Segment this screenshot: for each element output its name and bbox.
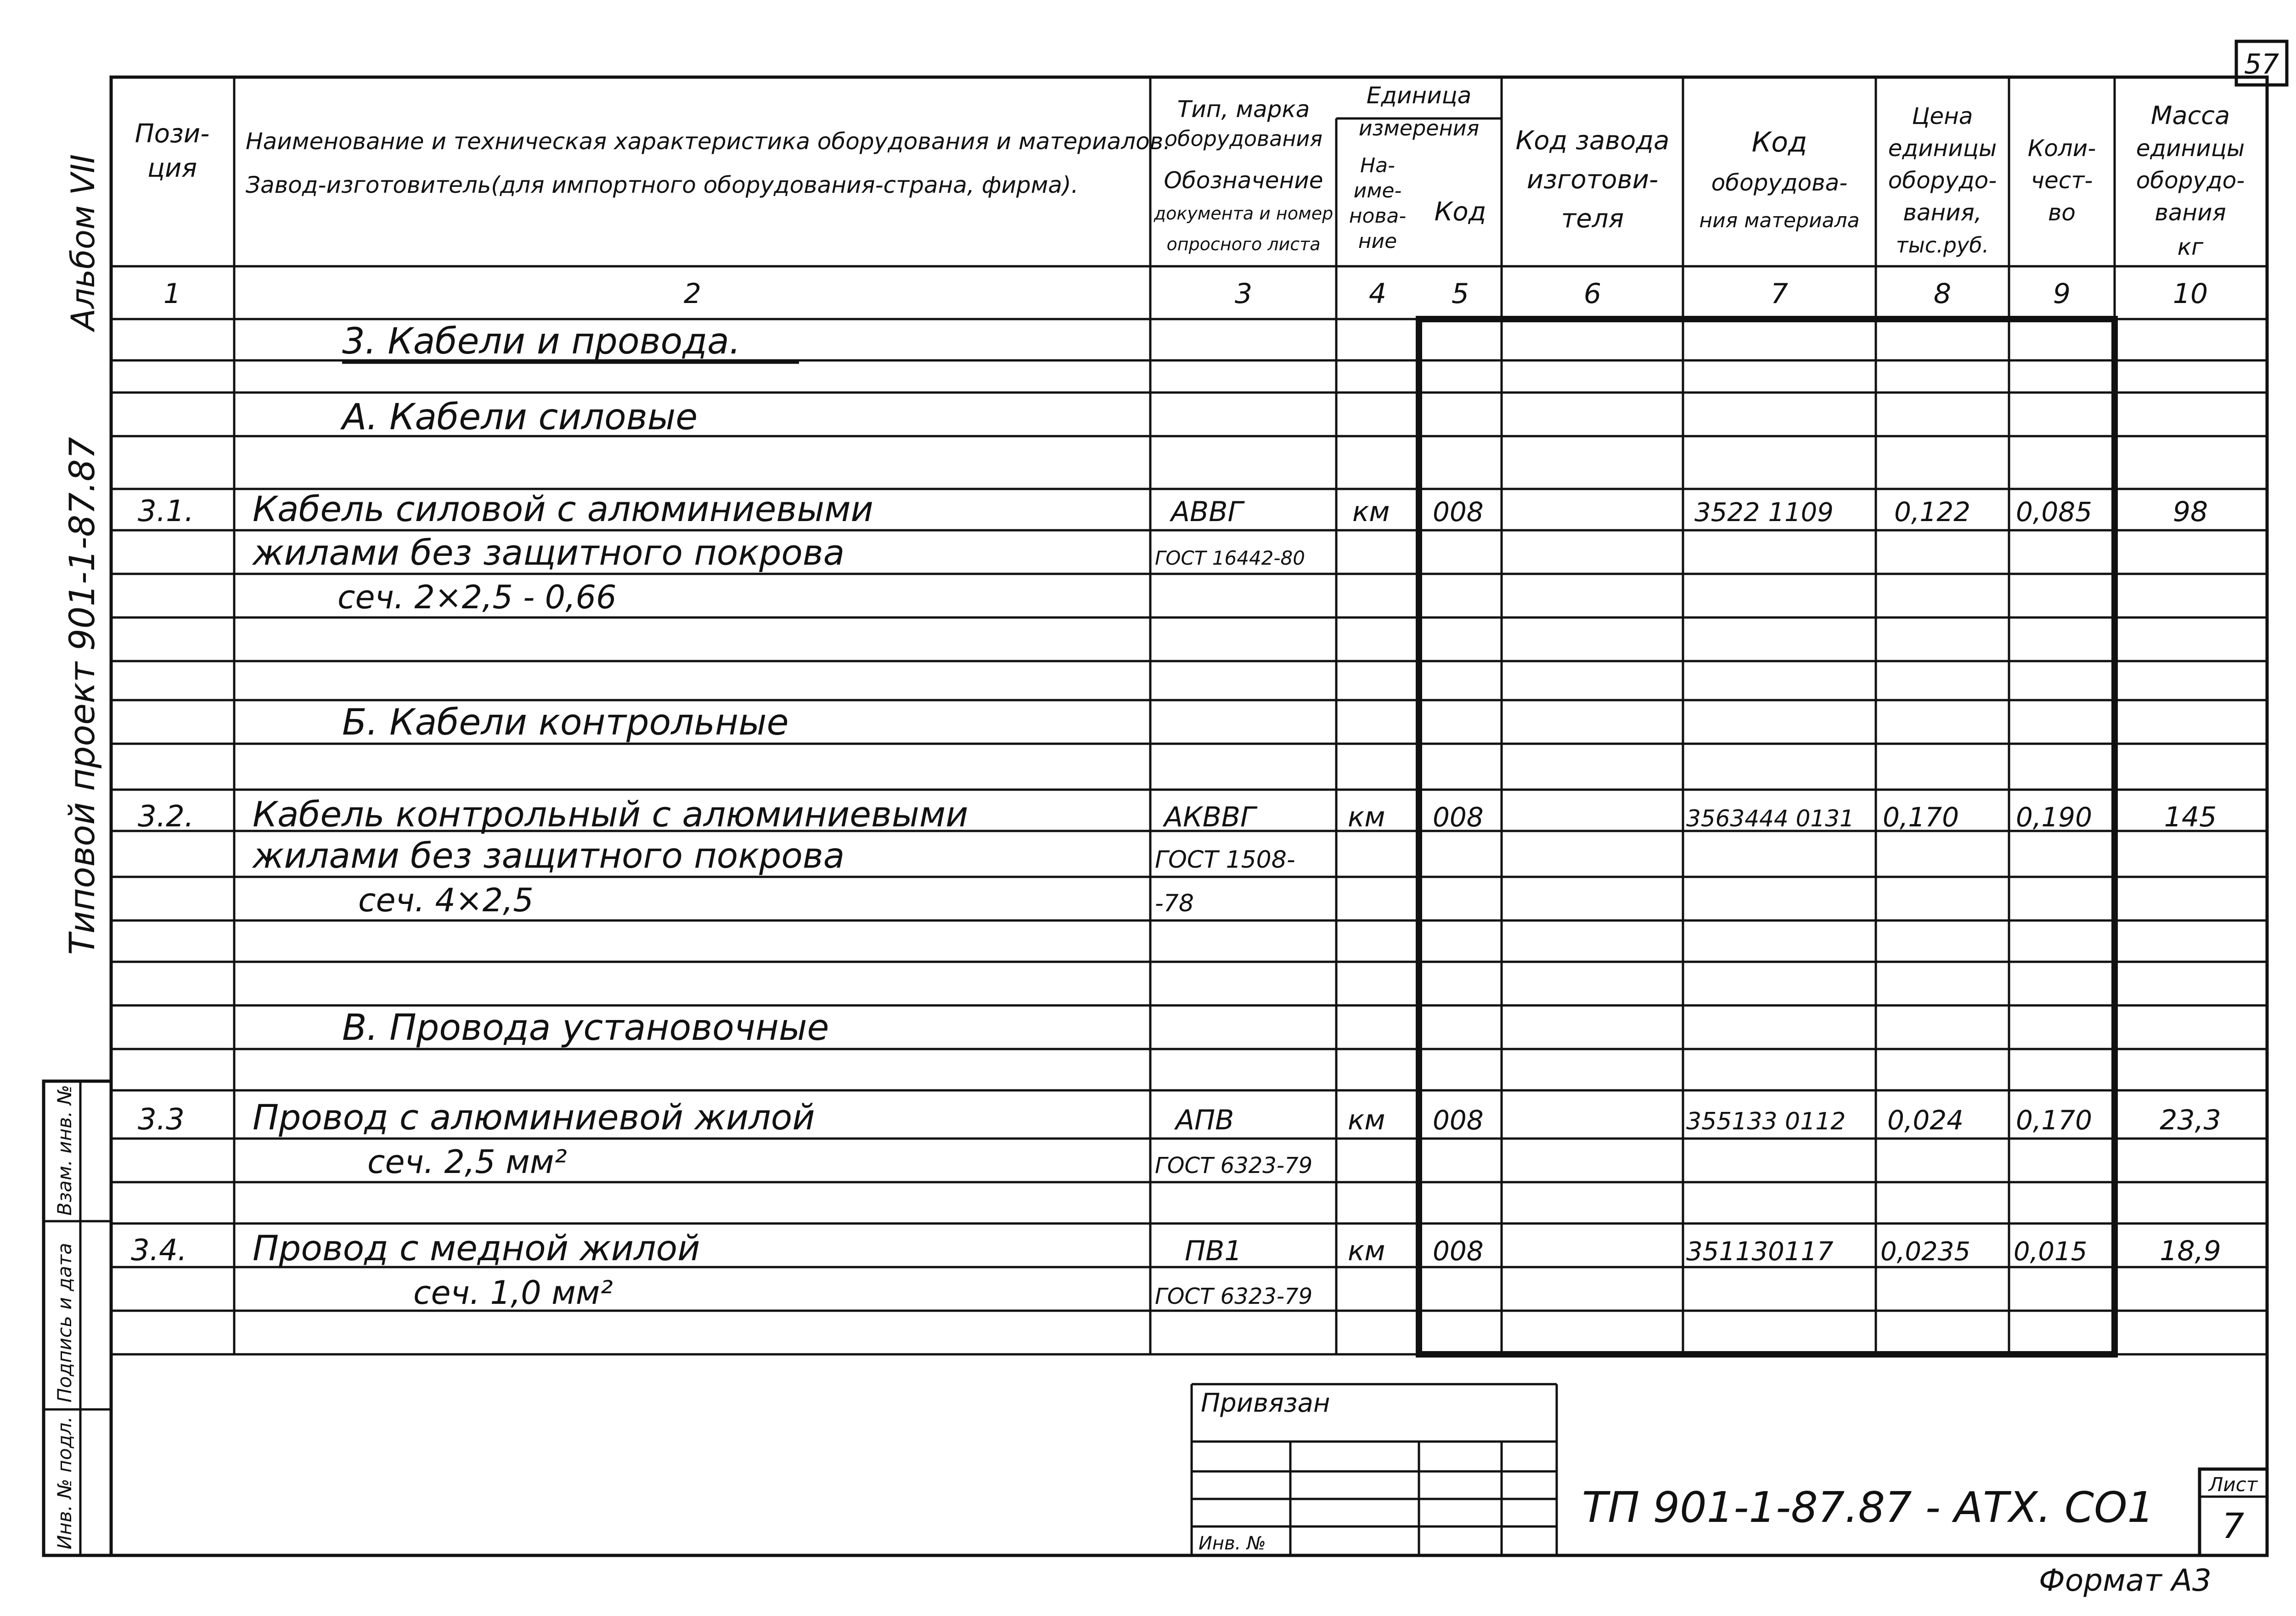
- table-row-3-1: [138, 488, 2208, 616]
- row-3-4-mass: 18,9: [2160, 1235, 2221, 1267]
- header-col3-line2: оборудования: [1165, 126, 1322, 151]
- row-3-4-code: 351130117: [1686, 1237, 1834, 1267]
- row-3-1-desc-1: Кабель силовой с алюминиевыми: [253, 488, 873, 529]
- subsection-b-title: Б. Кабели контрольные: [342, 702, 789, 743]
- album-label: Альбом VII: [64, 154, 102, 331]
- col-number-2: 2: [683, 278, 702, 310]
- header-col9-line2: чест-: [2031, 167, 2093, 194]
- row-3-2-gost: ГОСТ 1508-: [1155, 846, 1295, 874]
- header-col3-line1: Тип, марка: [1177, 96, 1310, 123]
- header-col10-line3: оборудо-: [2136, 167, 2245, 194]
- row-3-1-code: 3522 1109: [1694, 498, 1834, 527]
- col-number-7: 7: [1770, 278, 1789, 310]
- header-col4-line3: нова-: [1349, 204, 1407, 228]
- header-col10-line5: кг: [2177, 234, 2204, 260]
- stamp-sign-label: Подпись и дата: [53, 1243, 76, 1403]
- sheet-number: 7: [2222, 1505, 2245, 1546]
- format-label: Формат А3: [2039, 1563, 2212, 1598]
- header-col6-line2: изготови-: [1526, 165, 1659, 195]
- row-3-2-gost-cont: -78: [1155, 890, 1194, 917]
- row-3-2-qty: 0,190: [2016, 802, 2093, 833]
- row-3-2-unit-code: 008: [1433, 802, 1484, 833]
- row-3-2-mass: 145: [2164, 801, 2217, 833]
- row-3-4-unit: км: [1348, 1235, 1385, 1267]
- row-3-2-desc-2: жилами без защитного покрова: [253, 835, 845, 876]
- header-col5: Код: [1434, 197, 1486, 227]
- inv-no-label: Инв. №: [1199, 1533, 1266, 1554]
- sheet-label: Лист: [2208, 1473, 2258, 1496]
- title-block: [1192, 1384, 2267, 1555]
- row-3-4-unit-code: 008: [1433, 1235, 1484, 1267]
- header-col7-line1: Код: [1751, 126, 1807, 158]
- row-3-1-desc-3: сеч. 2×2,5 - 0,66: [338, 578, 617, 616]
- header-col6-line3: теля: [1561, 204, 1624, 234]
- row-3-4-type: ПВ1: [1185, 1235, 1242, 1267]
- header-col4-line2: име-: [1353, 179, 1402, 202]
- col-number-6: 6: [1583, 278, 1602, 310]
- subsection-a-title: А. Кабели силовые: [342, 397, 698, 438]
- row-3-1-qty: 0,085: [2016, 496, 2093, 527]
- header-unit-line2: измерения: [1358, 116, 1480, 140]
- header-col2-line1: Наименование и техническая характеристика оборудования и материалов.: [246, 128, 1171, 155]
- row-3-2-pos: 3.2.: [138, 800, 194, 834]
- header-unit-line1: Единица: [1366, 82, 1472, 109]
- row-3-3-mass: 23,3: [2160, 1104, 2221, 1136]
- row-3-3-pos: 3.3: [138, 1103, 185, 1137]
- header-col8-line5: тыс.руб.: [1896, 233, 1989, 258]
- row-3-3-gost: ГОСТ 6323-79: [1155, 1153, 1313, 1178]
- header-col7-line2: оборудова-: [1711, 169, 1848, 196]
- header-col3-line4: документа и номер: [1154, 203, 1334, 224]
- header-col6-line1: Код завода: [1515, 126, 1670, 156]
- row-3-2-price: 0,170: [1883, 802, 1959, 833]
- header-col3-line3: Обозначение: [1164, 167, 1323, 194]
- header-col2-line2: Завод-изготовитель(для импортного оборудования-страна, фирма).: [246, 172, 1079, 198]
- row-3-3-code: 355133 0112: [1686, 1108, 1846, 1135]
- header-col7-line3: ния материала: [1699, 209, 1860, 232]
- row-3-4-desc-1: Провод с медной жилой: [253, 1228, 700, 1268]
- project-label: Типовой проект 901-1-87.87: [62, 437, 102, 955]
- row-3-1-mass: 98: [2172, 496, 2208, 528]
- row-3-2-type: АКВВГ: [1164, 801, 1256, 833]
- col-number-9: 9: [2053, 278, 2071, 310]
- header-col8-line2: единицы: [1888, 135, 1997, 162]
- row-3-1-gost: ГОСТ 16442-80: [1155, 547, 1305, 569]
- table-row-3-4: [131, 1228, 2221, 1312]
- column-numbers-row: [163, 278, 2208, 310]
- left-stamp: [44, 1081, 111, 1555]
- row-3-3-price: 0,024: [1887, 1105, 1964, 1136]
- section-title: 3. Кабели и провода.: [342, 321, 741, 362]
- subsection-c-title: В. Провода установочные: [342, 1007, 829, 1049]
- col-number-10: 10: [2172, 278, 2208, 310]
- header-col9-line3: во: [2048, 199, 2076, 226]
- row-3-2-desc-1: Кабель контрольный с алюминиевыми: [253, 794, 968, 835]
- row-3-4-pos: 3.4.: [131, 1234, 187, 1268]
- col-number-4: 4: [1368, 278, 1387, 310]
- row-3-4-qty: 0,015: [2014, 1237, 2088, 1267]
- row-3-1-price: 0,122: [1894, 496, 1971, 527]
- header-col1-line2: ция: [147, 153, 197, 183]
- header-col8-line1: Цена: [1912, 103, 1973, 129]
- row-3-2-unit: км: [1348, 801, 1385, 833]
- row-3-2-code: 3563444 0131: [1686, 805, 1854, 832]
- stamp-replace-label: Взам. инв. №: [53, 1084, 76, 1216]
- row-3-4-price: 0,0235: [1880, 1237, 1970, 1267]
- row-3-3-desc-2: сеч. 2,5 мм²: [367, 1143, 567, 1181]
- header-col10-line4: вания: [2155, 199, 2226, 226]
- col-number-8: 8: [1933, 278, 1952, 310]
- row-3-3-desc-1: Провод с алюминиевой жилой: [253, 1097, 815, 1138]
- header-col10-line1: Масса: [2150, 101, 2230, 130]
- header-col3-line5: опросного листа: [1166, 234, 1321, 254]
- row-3-1-unit-code: 008: [1433, 496, 1484, 527]
- row-3-1-pos: 3.1.: [138, 494, 194, 528]
- row-3-4-gost: ГОСТ 6323-79: [1155, 1284, 1313, 1309]
- table-header: [135, 82, 2245, 260]
- stamp-inv-label: Инв. № подл.: [53, 1416, 76, 1549]
- row-3-4-desc-2: сеч. 1,0 мм²: [413, 1274, 613, 1312]
- row-3-3-qty: 0,170: [2016, 1105, 2093, 1136]
- header-col9-line1: Коли-: [2027, 135, 2096, 162]
- row-3-3-unit-code: 008: [1433, 1105, 1484, 1136]
- col-number-3: 3: [1234, 278, 1253, 310]
- header-col4-line1: На-: [1360, 154, 1395, 177]
- row-3-3-type: АПВ: [1176, 1104, 1234, 1136]
- highlight-frame: [1419, 319, 2115, 1354]
- header-col10-line2: единицы: [2136, 135, 2245, 162]
- row-3-1-desc-2: жилами без защитного покрова: [253, 532, 845, 573]
- header-col8-line3: оборудо-: [1888, 167, 1997, 194]
- attached-label: Привязан: [1201, 1388, 1330, 1418]
- row-3-3-unit: км: [1348, 1104, 1385, 1136]
- header-col4-line4: ние: [1358, 230, 1397, 253]
- document-code: ТП 901-1-87.87 - АТХ. СО1: [1582, 1483, 2155, 1532]
- header-col8-line4: вания,: [1903, 199, 1982, 226]
- header-col1-line1: Пози-: [135, 119, 210, 149]
- col-number-1: 1: [163, 278, 181, 310]
- page-number: 57: [2244, 48, 2279, 80]
- col-number-5: 5: [1451, 278, 1469, 310]
- row-3-2-desc-3: сеч. 4×2,5: [358, 881, 534, 919]
- row-3-1-unit: км: [1352, 496, 1390, 528]
- row-3-1-type: АВВГ: [1171, 496, 1243, 528]
- table-row-3-2: [138, 794, 2217, 919]
